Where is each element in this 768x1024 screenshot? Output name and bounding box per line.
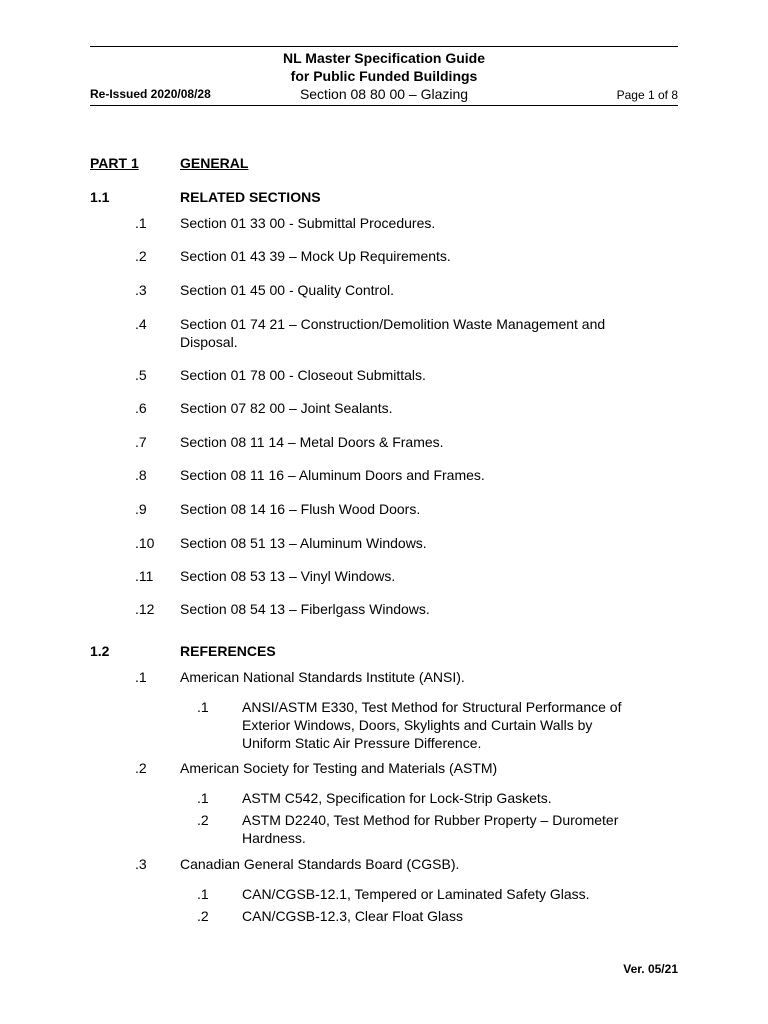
item-text: Section 01 43 39 – Mock Up Requirements.	[180, 248, 451, 264]
header-info-row	[90, 86, 678, 104]
item-number: .5	[135, 367, 147, 383]
item-text: Section 01 74 21 – Construction/Demolition Waste Management and	[180, 316, 606, 332]
item-text: Section 08 11 16 – Aluminum Doors and Frames.	[180, 467, 485, 483]
sub-item-text-continued: Hardness.	[242, 830, 306, 846]
part-title: GENERAL	[180, 155, 249, 171]
section-title: Section 08 80 00 – Glazing	[299, 86, 469, 102]
document-title-line-1: NL Master Specification Guide	[282, 50, 485, 66]
sub-item-number: .1	[197, 699, 209, 715]
sub-item-text-continued: Uniform Static Air Pressure Difference.	[242, 735, 482, 751]
sub-item-text: ASTM D2240, Test Method for Rubber Property – Durometer	[242, 812, 619, 828]
item-number: .11	[135, 568, 154, 584]
item-number: .2	[135, 248, 147, 264]
part-number: PART 1	[90, 155, 139, 171]
page-number: Page 1 of 8	[616, 88, 678, 102]
item-text-continued: Disposal.	[180, 334, 238, 350]
sub-item-text: ANSI/ASTM E330, Test Method for Structural Performance of	[242, 699, 622, 715]
item-text: Section 08 53 13 – Vinyl Windows.	[180, 568, 396, 584]
item-number: .2	[135, 760, 147, 776]
version-label: Ver. 05/21	[623, 962, 678, 976]
item-number: .9	[135, 501, 147, 517]
item-number: .10	[135, 535, 155, 551]
item-number: .3	[135, 856, 147, 872]
item-number: .4	[135, 316, 147, 332]
item-text: Section 08 54 13 – Fiberlgass Windows.	[180, 601, 430, 617]
sub-item-number: .1	[197, 790, 209, 806]
sub-item-text: CAN/CGSB-12.1, Tempered or Laminated Safety Glass.	[242, 886, 590, 902]
item-text: Section 08 11 14 – Metal Doors & Frames.	[180, 434, 444, 450]
header-bottom-rule	[90, 105, 678, 106]
item-text: Section 07 82 00 – Joint Sealants.	[180, 400, 393, 416]
item-number: .3	[135, 282, 147, 298]
item-text: Section 08 14 16 – Flush Wood Doors.	[180, 501, 421, 517]
item-text: Canadian General Standards Board (CGSB).	[180, 856, 460, 872]
sub-item-text: ASTM C542, Specification for Lock-Strip Gaskets.	[242, 790, 552, 806]
item-text: Section 01 45 00 - Quality Control.	[180, 282, 395, 298]
item-number: .1	[135, 669, 147, 685]
sub-item-text: CAN/CGSB-12.3, Clear Float Glass	[242, 908, 463, 924]
article-title: REFERENCES	[180, 643, 276, 659]
item-number: .6	[135, 400, 147, 416]
article-number: 1.1	[90, 189, 110, 205]
sub-item-text-continued: Exterior Windows, Doors, Skylights and Curtain Walls by	[242, 717, 593, 733]
item-number: .7	[135, 434, 147, 450]
item-text: Section 01 78 00 - Closeout Submittals.	[180, 367, 426, 383]
sub-item-number: .1	[197, 886, 209, 902]
item-text: American National Standards Institute (ANSI).	[180, 669, 465, 685]
article-number: 1.2	[90, 643, 110, 659]
item-number: .1	[135, 215, 147, 231]
reissued-date: Re-Issued 2020/08/28	[90, 87, 211, 101]
item-text: Section 08 51 13 – Aluminum Windows.	[180, 535, 427, 551]
item-text: American Society for Testing and Materials (ASTM)	[180, 760, 498, 776]
item-number: .8	[135, 467, 147, 483]
item-number: .12	[135, 601, 155, 617]
header-top-rule	[90, 46, 678, 47]
item-text: Section 01 33 00 - Submittal Procedures.	[180, 215, 436, 231]
document-title-line-2: for Public Funded Buildings	[290, 68, 478, 84]
sub-item-number: .2	[197, 908, 209, 924]
sub-item-number: .2	[197, 812, 209, 828]
article-title: RELATED SECTIONS	[180, 189, 321, 205]
